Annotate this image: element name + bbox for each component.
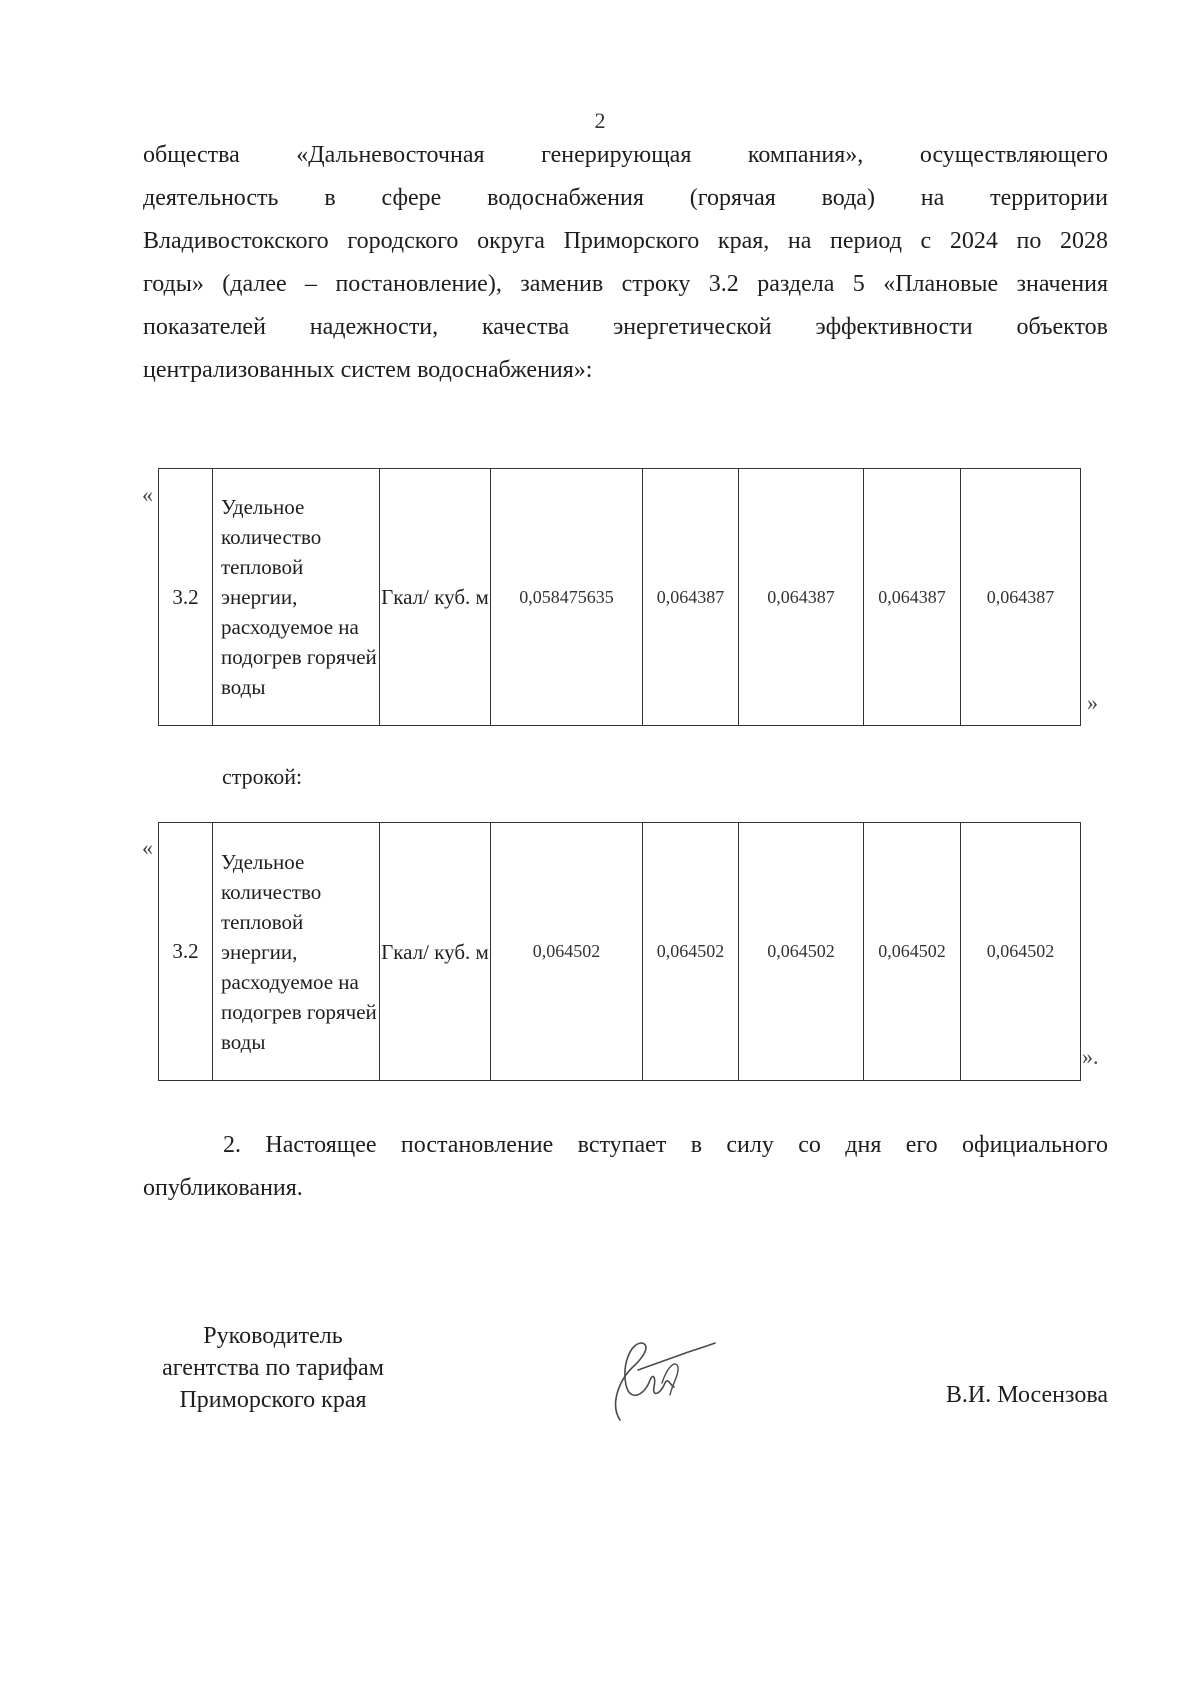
position-line: Руководитель (203, 1323, 343, 1349)
signer-position (143, 1320, 403, 1416)
value-cell: 0,064502 (864, 823, 961, 1081)
new-row-table (158, 822, 1081, 1081)
clause-2-paragraph (143, 1124, 1108, 1210)
replace-word: строкой: (222, 764, 303, 789)
old-row-table (158, 468, 1081, 726)
indicator-name: Удельное количество тепловой энергии, расходуемое на подогрев горячей воды (213, 469, 380, 726)
value-cell: 0,058475635 (491, 469, 643, 726)
clause-line: 2. Настоящее постановление вступает в силу со дня его официального (223, 1132, 1108, 1158)
intro-line: деятельность в сфере водоснабжения (горячая вода) на территории (143, 185, 1108, 211)
value-cell: 0,064387 (961, 469, 1081, 726)
position-line: Приморского края (179, 1387, 367, 1413)
clause-line: опубликования. (143, 1175, 303, 1201)
page-number: 2 (594, 108, 606, 133)
intro-line: централизованных систем водоснабжения»: (143, 357, 593, 383)
close-quote: ». (1082, 1044, 1099, 1069)
position-line: агентства по тарифам (162, 1355, 384, 1381)
value-cell: 0,064387 (643, 469, 739, 726)
intro-line: Владивостокского городского округа Приморского края, на период с 2024 по 2028 (143, 228, 1108, 254)
open-quote: « (142, 482, 153, 507)
value-cell: 0,064387 (864, 469, 961, 726)
intro-line: общества «Дальневосточная генерирующая компания», осуществляющего (143, 142, 1108, 168)
unit-cell: Гкал/ куб. м (380, 823, 491, 1081)
table-row (159, 823, 1081, 1081)
intro-line: годы» (далее – постановление), заменив строку 3.2 раздела 5 «Плановые значения (143, 271, 1108, 297)
signer-name: В.И. Мосензова (945, 1382, 1108, 1408)
table-row (159, 469, 1081, 726)
handwritten-signature (590, 1325, 720, 1425)
row-number: 3.2 (159, 469, 213, 726)
indicator-name: Удельное количество тепловой энергии, расходуемое на подогрев горячей воды (213, 823, 380, 1081)
intro-line: показателей надежности, качества энергетической эффективности объектов (143, 314, 1108, 340)
row-number: 3.2 (159, 823, 213, 1081)
value-cell: 0,064502 (739, 823, 864, 1081)
value-cell: 0,064387 (739, 469, 864, 726)
value-cell: 0,064502 (643, 823, 739, 1081)
unit-cell: Гкал/ куб. м (380, 469, 491, 726)
intro-paragraph (143, 134, 1108, 392)
open-quote: « (142, 835, 153, 860)
value-cell: 0,064502 (491, 823, 643, 1081)
value-cell: 0,064502 (961, 823, 1081, 1081)
close-quote: » (1087, 690, 1098, 715)
